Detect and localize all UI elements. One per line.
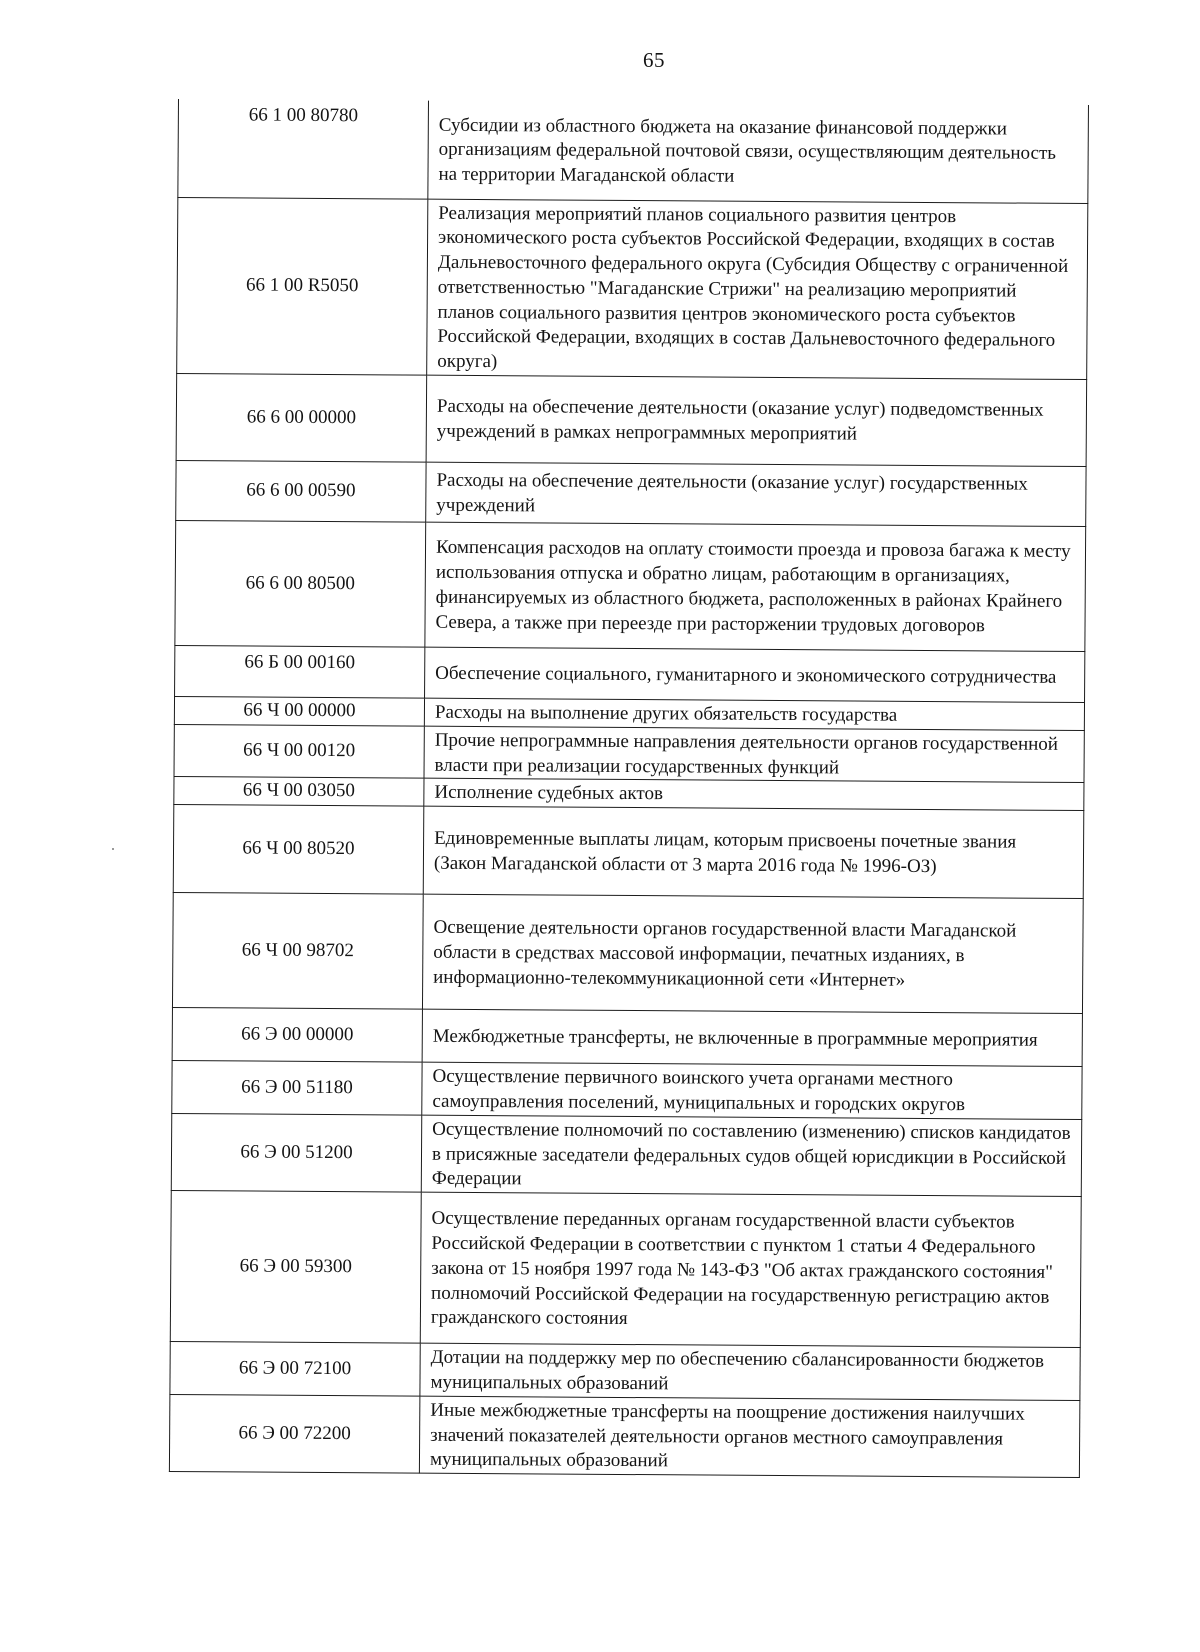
table-row xyxy=(173,805,1084,899)
row-description: Единовременные выплаты лицам, которым присвоены почетные звания (Закон Магаданской области от 3 марта 2016 года № 1996-ОЗ) xyxy=(423,806,1084,898)
row-code: 66 Э 00 51180 xyxy=(172,1061,422,1115)
row-description: Осуществление первичного воинского учета органами местного самоуправления поселений, муниципальных и городских округов xyxy=(422,1062,1082,1119)
row-description: Дотации на поддержку мер по обеспечению сбалансированности бюджетов муниципальных образований xyxy=(420,1343,1080,1400)
row-code: 66 Э 00 72100 xyxy=(170,1342,420,1396)
row-description: Субсидии из областного бюджета на оказание финансовой поддержки организациям федеральной почтовой связи, осуществляющим деятельность на территории Магаданской области xyxy=(428,101,1089,203)
budget-codes-table xyxy=(169,99,1089,1478)
row-description: Осуществление переданных органам государственной власти субъектов Российской Федерации в соответствии с пунктом 1 статьи 4 Федерального закона от 15 ноября 1997 года № 143-ФЗ "Об актах гражданского состояния" полномочий Российской Федерации на государственную регистрацию актов гражданского состояния xyxy=(420,1192,1081,1347)
row-code: 66 6 00 00000 xyxy=(176,374,427,463)
row-code: 66 Ч 00 80520 xyxy=(173,805,424,895)
table-row xyxy=(172,1008,1082,1067)
row-description: Прочие непрограммные направления деятельности органов государственной власти при реализации государственных функций xyxy=(424,726,1084,783)
scan-speck xyxy=(112,848,114,850)
row-code: 66 Ч 00 03050 xyxy=(174,777,424,806)
row-description: Расходы на обеспечение деятельности (оказание услуг) подведомственных учреждений в рамках непрограммных мероприятий xyxy=(426,375,1087,466)
budget-codes-table-wrapper xyxy=(169,99,1088,1478)
row-description: Исполнение судебных актов xyxy=(424,779,1084,811)
row-description: Реализация мероприятий планов социального развития центров экономического роста субъектов Российской Федерации, входящих в состав Дальневосточного федерального округа (Субсидия Обществу с ограниченной ответственностью "Магаданские Стрижи" на реализацию мероприятий планов социального развития центров экономического роста субъектов Российской Федерации, входящих в состав Дальневосточного федерального округа) xyxy=(427,199,1088,380)
table-row xyxy=(176,374,1087,467)
row-description: Расходы на обеспечение деятельности (оказание услуг) государственных учреждений xyxy=(426,462,1086,526)
table-row xyxy=(175,521,1086,652)
table-row xyxy=(170,1342,1080,1401)
row-description: Расходы на выполнение других обязательств государства xyxy=(424,698,1084,730)
row-description: Межбюджетные трансферты, не включенные в программные мероприятия xyxy=(422,1009,1082,1066)
page-number: 65 xyxy=(643,48,665,72)
row-code: 66 1 00 80780 xyxy=(178,99,429,199)
row-code: 66 Ч 00 98702 xyxy=(172,893,423,1010)
row-code: 66 Э 00 59300 xyxy=(170,1191,421,1344)
table-row xyxy=(175,646,1085,703)
row-code: 66 Э 00 72200 xyxy=(169,1394,420,1473)
row-code: 66 Ч 00 00120 xyxy=(174,724,424,778)
table-row xyxy=(172,893,1083,1014)
table-row xyxy=(176,461,1086,527)
row-code: 66 Б 00 00160 xyxy=(175,646,425,699)
row-description: Компенсация расходов на оплату стоимости проезда и провоза багажа к месту использования отпуска и обратно лицам, работающим в организациях, финансируемых из областного бюджета, расположенных в районах Крайнего Севера, а также при переезде при расторжении трудовых договоров xyxy=(425,522,1086,651)
table-row xyxy=(178,99,1089,203)
row-code: 66 6 00 00590 xyxy=(176,461,426,523)
table-row xyxy=(177,197,1088,380)
table-row xyxy=(172,1061,1082,1120)
row-code: 66 6 00 80500 xyxy=(175,521,426,648)
row-description: Обеспечение социального, гуманитарного и экономического сотрудничества xyxy=(425,647,1085,702)
table-row xyxy=(171,1113,1081,1196)
row-code: 66 Э 00 00000 xyxy=(172,1008,422,1063)
row-description: Осуществление полномочий по составлению (изменению) списков кандидатов в присяжные заседатели федеральных судов общей юрисдикции в Российской Федерации xyxy=(421,1115,1081,1197)
row-description: Освещение деятельности органов государственной власти Магаданской области в средствах массовой информации, печатных изданиях, в информационно-телекоммуникационной сети «Интернет» xyxy=(422,894,1083,1013)
row-code: 66 Э 00 51200 xyxy=(171,1113,422,1192)
table-row xyxy=(170,1191,1081,1348)
table-row xyxy=(169,1394,1079,1477)
row-description: Иные межбюджетные трансферты на поощрение достижения наилучших значений показателей деятельности органов местного самоуправления муниципальных образований xyxy=(419,1396,1079,1478)
row-code: 66 1 00 R5050 xyxy=(177,197,428,375)
row-code: 66 Ч 00 00000 xyxy=(174,697,424,726)
table-row xyxy=(174,724,1084,783)
